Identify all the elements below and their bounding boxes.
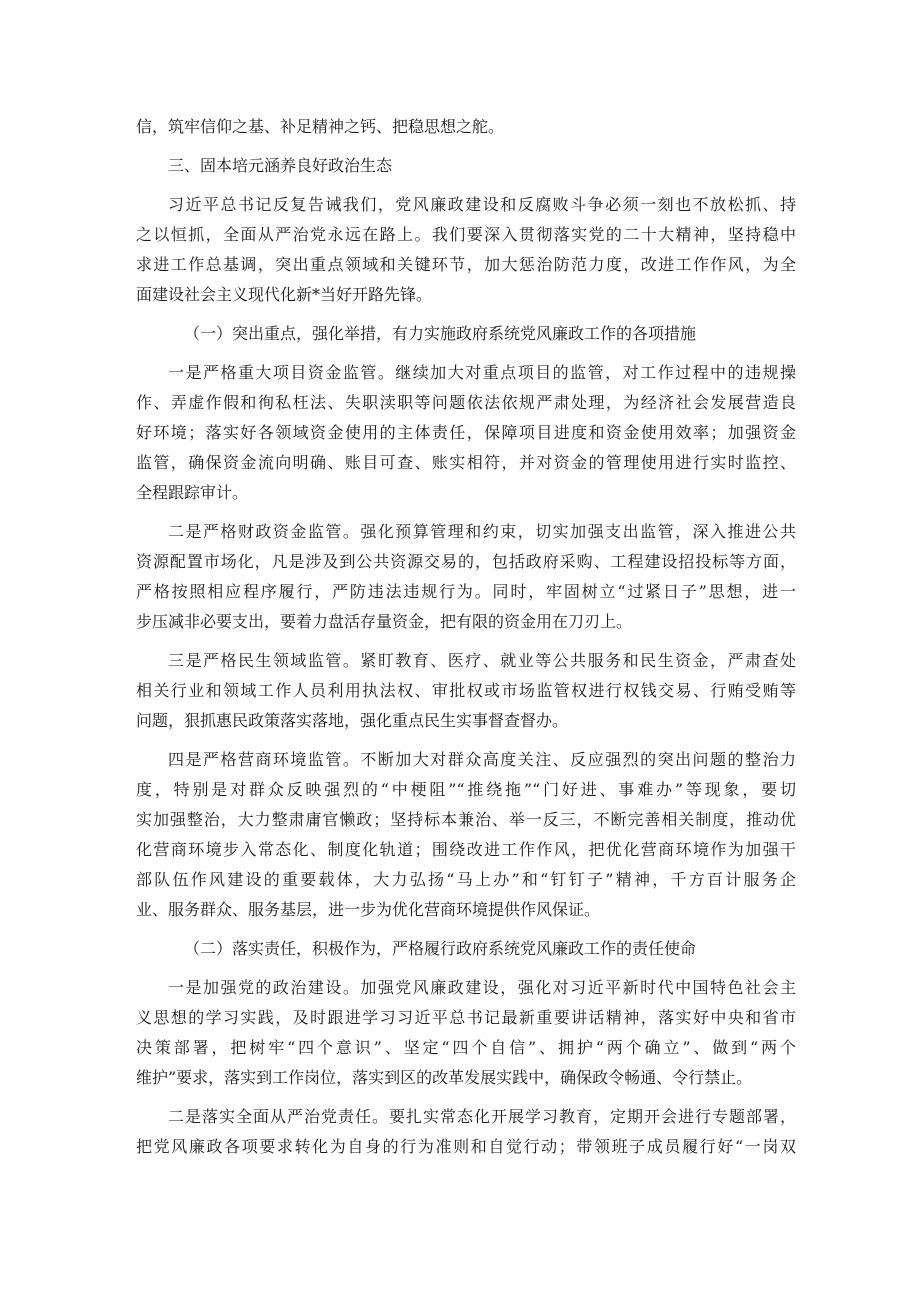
body-paragraph [136,973,796,1093]
section-heading [136,151,796,181]
text-line: 面建设社会主义现代化新*当好开路先锋。 [136,285,433,304]
section-heading [136,934,796,964]
text-line: 之以恒抓，全面从严治党永远在路上。我们要深入贯彻落实党的二十大精神，坚持稳中 [136,225,796,244]
text-line: 业、服务群众、服务基层，进一步为优化营商环境提供作风保证。 [136,900,601,919]
text-line: 实加强整治，大力整肃庸官懒政；坚持标本兼治、举一反三，不断完善相关制度，推动优 [136,810,796,829]
text-line: 好环境；落实好各领域资金使用的主体责任，保障项目进度和资金使用效率；加强资金 [136,423,796,442]
document-page [136,112,796,1171]
text-line: 全程跟踪审计。 [136,483,249,502]
text-line: 相关行业和领域工作人员利用执法权、审批权或市场监管权进行权钱交易、行贿受贿等 [136,681,796,700]
text-line: 资源配置市场化，凡是涉及到公共资源交易的，包括政府采购、工程建设招投标等方面， [136,552,796,571]
body-paragraph [136,517,796,637]
text-line: 二是落实全面从严治党责任。要扎实常态化开展学习教育，定期开会进行专题部署， [168,1107,796,1126]
text-line: 四是严格营商环境监管。不断加大对群众高度关注、反应强烈的突出问题的整治力 [168,750,796,769]
text-line: 化营商环境步入常态化、制度化轨道；围绕改进工作作风，把优化营商环境作为加强干 [136,840,796,859]
section-heading [136,319,796,349]
text-line: （一）突出重点，强化举措，有力实施政府系统党风廉政工作的各项措施 [184,324,697,343]
text-line: 问题，狠抓惠民政策落实落地，强化重点民生实事督查督办。 [136,711,569,730]
text-line: 作、弄虚作假和徇私枉法、失职渎职等问题依法依规严肃处理，为经济社会发展营造良 [136,393,796,412]
text-line: （二）落实责任，积极作为，严格履行政府系统党风廉政工作的责任使命 [184,939,697,958]
body-paragraph [136,1102,796,1162]
body-paragraph [136,646,796,736]
body-paragraph [136,745,796,925]
text-line: 三、固本培元涵养良好政治生态 [168,156,393,175]
text-line: 严格按照相应程序履行，严防违法违规行为。同时，牢固树立“过紧日子”思想，进一 [136,582,796,601]
body-paragraph [136,190,796,310]
text-line: 把党风廉政各项要求转化为自身的行为准则和自觉行动；带领班子成员履行好“一岗双 [136,1137,796,1156]
text-line: 步压减非必要支出，要着力盘活存量资金，把有限的资金用在刀刃上。 [136,612,633,631]
text-line: 信，筑牢信仰之基、补足精神之钙、把稳思想之舵。 [136,117,505,136]
text-line: 度，特别是对群众反映强烈的“中梗阻”“推绕拖”“门好进、事难办”等现象，要切 [136,780,796,799]
body-paragraph [136,112,796,142]
text-line: 决策部署，把树牢“四个意识”、坚定“四个自信”、拥护“两个确立”、做到“两个 [136,1038,796,1057]
body-paragraph [136,358,796,508]
text-line: 三是严格民生领域监管。紧盯教育、医疗、就业等公共服务和民生资金，严肃查处 [168,651,796,670]
text-line: 习近平总书记反复告诫我们，党风廉政建设和反腐败斗争必须一刻也不放松抓、持 [168,195,796,214]
text-line: 监管，确保资金流向明确、账目可查、账实相符，并对资金的管理使用进行实时监控、 [136,453,796,472]
text-line: 求进工作总基调，突出重点领域和关键环节，加大惩治防范力度，改进工作作风，为全 [136,255,796,274]
text-line: 一是严格重大项目资金监管。继续加大对重点项目的监管，对工作过程中的违规操 [168,363,796,382]
text-line: 一是加强党的政治建设。加强党风廉政建设，强化对习近平新时代中国特色社会主 [168,978,796,997]
text-line: 部队伍作风建设的重要载体，大力弘扬“马上办”和“钉钉子”精神，千方百计服务企 [136,870,796,889]
text-line: 维护”要求，落实到工作岗位，落实到区的改革发展实践中，确保政令畅通、令行禁止。 [136,1068,753,1087]
text-line: 二是严格财政资金监管。强化预算管理和约束，切实加强支出监管，深入推进公共 [168,522,796,541]
text-line: 义思想的学习实践，及时跟进学习习近平总书记最新重要讲话精神，落实好中央和省市 [136,1008,796,1027]
